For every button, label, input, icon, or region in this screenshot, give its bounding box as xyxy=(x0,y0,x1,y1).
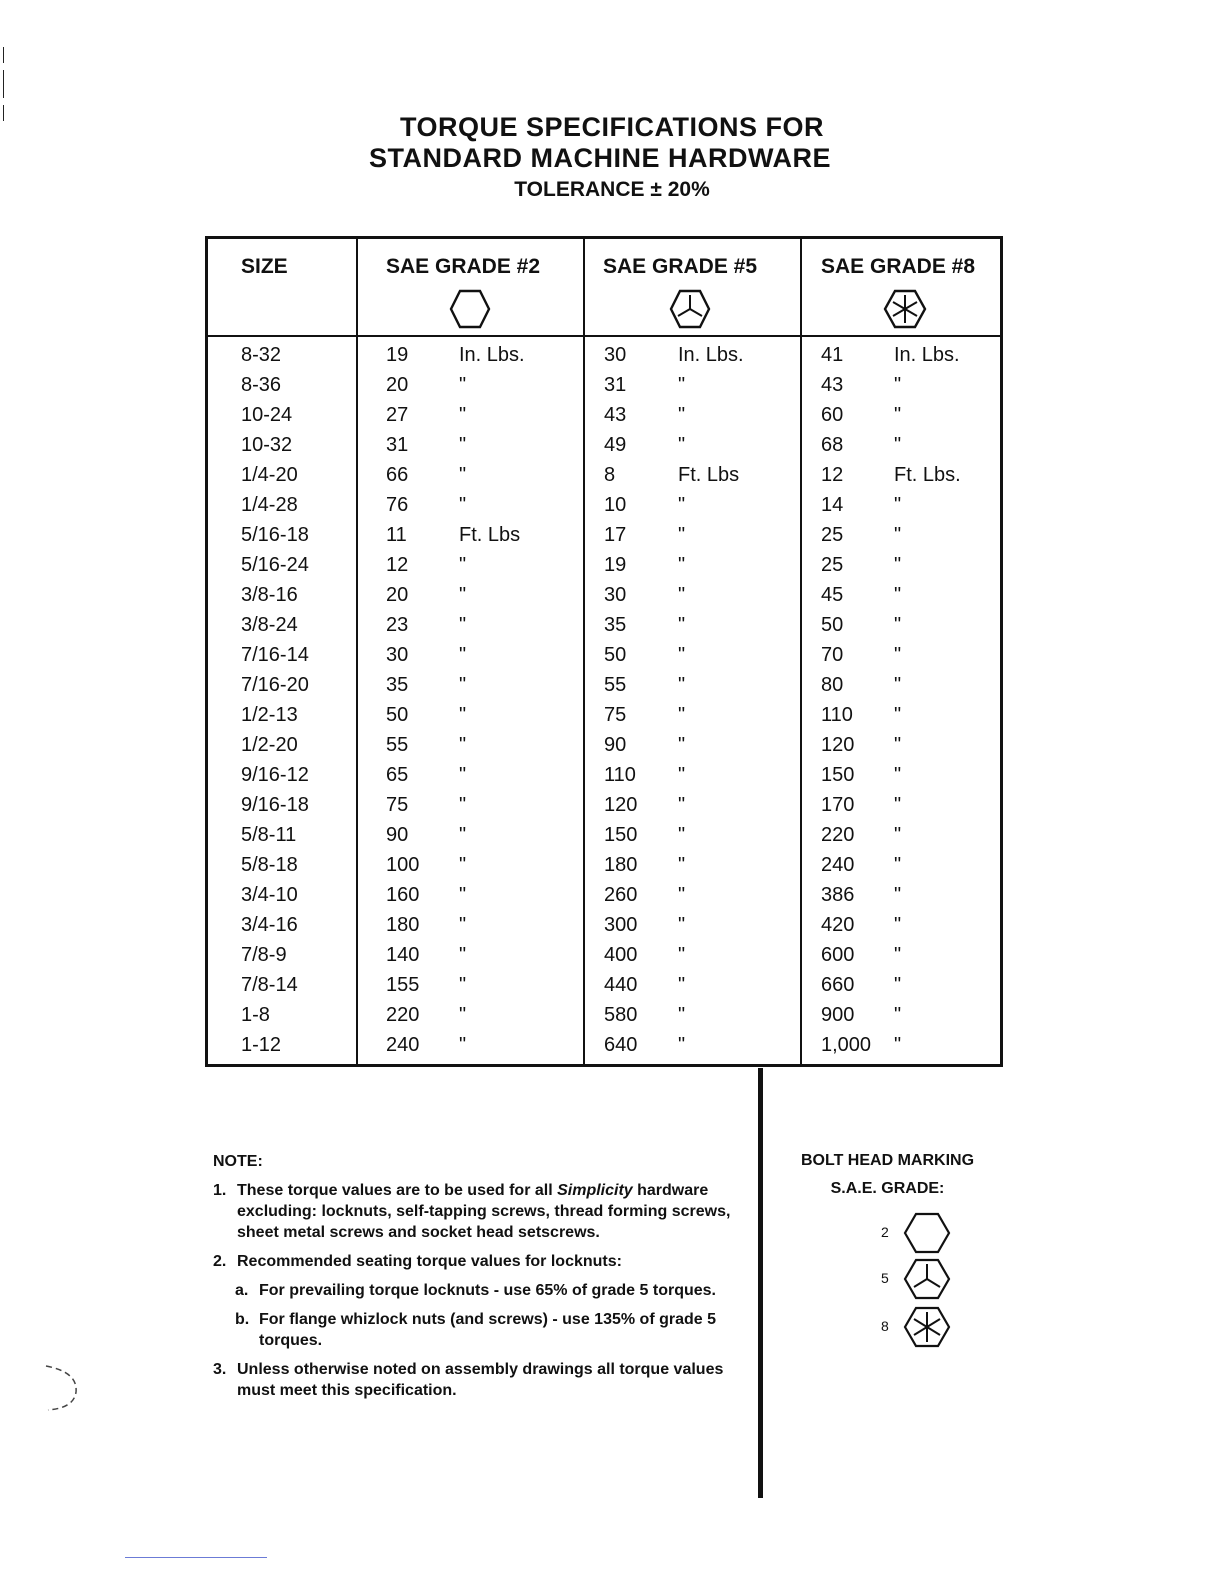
cell-grade-5-value: 260 xyxy=(604,884,638,906)
cell-size: 5/16-24 xyxy=(241,554,309,576)
cell-grade-2-value: 31 xyxy=(386,434,409,456)
cell-grade-5-unit: " xyxy=(678,494,686,516)
note-text: These torque values are to be used for all xyxy=(237,1182,558,1199)
cell-grade-5-value: 640 xyxy=(604,1034,638,1056)
cell-grade-8-value: 900 xyxy=(821,1004,855,1026)
cell-size: 9/16-12 xyxy=(241,764,309,786)
cell-grade-2-unit: " xyxy=(459,404,467,426)
cell-size: 1/4-28 xyxy=(241,494,298,516)
cell-grade-8-value: 43 xyxy=(821,374,844,396)
note-number: a. xyxy=(235,1282,249,1299)
cell-grade-8-value: 600 xyxy=(821,944,855,966)
cell-grade-8-value: 120 xyxy=(821,734,855,756)
cell-grade-8-unit: " xyxy=(894,524,902,546)
note-item-2 xyxy=(213,1251,743,1272)
cell-grade-2-unit: " xyxy=(459,554,467,576)
cell-grade-5-value: 120 xyxy=(604,794,638,816)
cell-grade-2-unit: " xyxy=(459,374,467,396)
cell-grade-8-unit: In. Lbs. xyxy=(894,344,960,366)
cell-grade-2-value: 19 xyxy=(386,344,409,366)
grade-2-hex-icon xyxy=(903,1212,951,1254)
cell-grade-8-value: 110 xyxy=(821,704,853,726)
cell-grade-2-unit: " xyxy=(459,1004,467,1026)
cell-grade-8-unit: " xyxy=(894,794,902,816)
cell-grade-2-value: 35 xyxy=(386,674,409,696)
cell-grade-2-unit: " xyxy=(459,494,467,516)
cell-grade-5-value: 49 xyxy=(604,434,627,456)
cell-grade-2-unit: " xyxy=(459,794,467,816)
tolerance-subtitle: TOLERANCE ± 20% xyxy=(514,178,710,201)
cell-grade-2-unit: In. Lbs. xyxy=(459,344,525,366)
cell-grade-8-unit: " xyxy=(894,1004,902,1026)
cell-grade-8-value: 70 xyxy=(821,644,844,666)
note-number: 2. xyxy=(213,1253,227,1270)
cell-grade-2-value: 65 xyxy=(386,764,409,786)
cell-grade-8-unit: " xyxy=(894,404,902,426)
table-row xyxy=(208,434,1000,464)
binder-hole-mark xyxy=(42,1362,82,1414)
note-item-1 xyxy=(213,1180,743,1243)
cell-grade-5-value: 50 xyxy=(604,644,627,666)
legend-grade-label: 5 xyxy=(881,1270,889,1286)
cell-grade-2-unit: " xyxy=(459,734,467,756)
table-row xyxy=(208,464,1000,494)
cell-grade-8-unit: " xyxy=(894,614,902,636)
cell-grade-5-unit: In. Lbs. xyxy=(678,344,744,366)
cell-grade-5-unit: " xyxy=(678,734,686,756)
table-row xyxy=(208,644,1000,674)
note-text: For flange whizlock nuts (and screws) - use 135% of grade 5 torques. xyxy=(259,1311,716,1349)
cell-grade-5-value: 110 xyxy=(604,764,636,786)
cell-size: 3/4-10 xyxy=(241,884,298,906)
cell-grade-8-value: 150 xyxy=(821,764,855,786)
cell-grade-5-unit: " xyxy=(678,1034,686,1056)
cell-grade-5-unit: " xyxy=(678,1004,686,1026)
cell-size: 7/16-14 xyxy=(241,644,309,666)
cell-grade-5-value: 30 xyxy=(604,344,627,366)
cell-grade-2-unit: " xyxy=(459,644,467,666)
cell-grade-5-value: 150 xyxy=(604,824,638,846)
cell-grade-5-unit: " xyxy=(678,914,686,936)
cell-grade-2-value: 180 xyxy=(386,914,420,936)
note-number: 3. xyxy=(213,1361,227,1378)
table-row xyxy=(208,374,1000,404)
cell-grade-5-value: 400 xyxy=(604,944,638,966)
table-row xyxy=(208,674,1000,704)
note-number: 1. xyxy=(213,1182,227,1199)
cell-grade-5-unit: " xyxy=(678,584,686,606)
cell-grade-5-unit: " xyxy=(678,854,686,876)
cell-grade-2-value: 90 xyxy=(386,824,409,846)
cell-size: 5/8-11 xyxy=(241,824,297,846)
cell-grade-5-unit: " xyxy=(678,374,686,396)
table-row xyxy=(208,494,1000,524)
grade-8-hex-icon xyxy=(903,1306,951,1348)
cell-grade-8-value: 12 xyxy=(821,464,844,486)
cell-grade-2-unit: " xyxy=(459,1034,467,1056)
note-item-2a xyxy=(213,1280,743,1301)
cell-grade-8-value: 660 xyxy=(821,974,855,996)
scan-edge-mark xyxy=(3,70,4,98)
cell-grade-8-unit: " xyxy=(894,914,902,936)
table-row xyxy=(208,914,1000,944)
cell-grade-5-value: 35 xyxy=(604,614,627,636)
cell-grade-2-unit: " xyxy=(459,974,467,996)
cell-grade-8-unit: " xyxy=(894,584,902,606)
header-divider xyxy=(208,335,1000,337)
cell-size: 5/8-18 xyxy=(241,854,298,876)
brand-name: Simplicity xyxy=(557,1182,633,1199)
cell-grade-2-value: 76 xyxy=(386,494,409,516)
cell-grade-5-unit: " xyxy=(678,974,686,996)
header-grade-5: SAE GRADE #5 xyxy=(603,255,758,278)
cell-grade-5-value: 580 xyxy=(604,1004,638,1026)
cell-grade-8-value: 170 xyxy=(821,794,855,816)
table-row xyxy=(208,734,1000,764)
cell-grade-8-value: 386 xyxy=(821,884,855,906)
table-row xyxy=(208,614,1000,644)
legend-grade-label: 8 xyxy=(881,1318,889,1334)
legend-subheading: S.A.E. GRADE: xyxy=(830,1180,945,1197)
cell-grade-5-unit: " xyxy=(678,674,686,696)
cell-grade-2-value: 220 xyxy=(386,1004,420,1026)
table-row xyxy=(208,1034,1000,1064)
bottom-edge-line xyxy=(125,1557,267,1558)
cell-grade-5-value: 8 xyxy=(604,464,616,486)
grade-5-hex-icon xyxy=(669,289,711,329)
grade-8-hex-icon xyxy=(883,289,927,329)
cell-grade-8-unit: " xyxy=(894,764,902,786)
cell-grade-5-value: 10 xyxy=(604,494,627,516)
cell-size: 3/8-16 xyxy=(241,584,298,606)
header-grade-8: SAE GRADE #8 xyxy=(821,255,976,278)
cell-grade-2-unit: " xyxy=(459,854,467,876)
notes-heading: NOTE: xyxy=(213,1153,263,1170)
table-row xyxy=(208,764,1000,794)
cell-grade-5-unit: " xyxy=(678,554,686,576)
cell-size: 1-8 xyxy=(241,1004,270,1026)
cell-grade-2-value: 50 xyxy=(386,704,409,726)
cell-grade-8-value: 240 xyxy=(821,854,855,876)
cell-grade-8-unit: " xyxy=(894,644,902,666)
cell-grade-8-unit: " xyxy=(894,434,902,456)
cell-size: 7/16-20 xyxy=(241,674,309,696)
cell-size: 1/4-20 xyxy=(241,464,298,486)
cell-grade-2-unit: " xyxy=(459,944,467,966)
note-number: b. xyxy=(235,1311,250,1328)
table-row xyxy=(208,704,1000,734)
bolt-head-marking-legend xyxy=(770,1152,1005,1198)
cell-size: 8-32 xyxy=(241,344,282,366)
cell-grade-5-value: 55 xyxy=(604,674,627,696)
cell-grade-8-value: 68 xyxy=(821,434,844,456)
cell-grade-5-unit: " xyxy=(678,524,686,546)
cell-grade-2-value: 30 xyxy=(386,644,409,666)
cell-grade-2-value: 27 xyxy=(386,404,409,426)
cell-grade-8-unit: " xyxy=(894,374,902,396)
cell-grade-2-value: 23 xyxy=(386,614,409,636)
notes-section xyxy=(213,1151,743,1409)
cell-size: 10-24 xyxy=(241,404,293,426)
cell-grade-2-value: 75 xyxy=(386,794,409,816)
cell-grade-5-value: 31 xyxy=(604,374,627,396)
torque-table xyxy=(205,236,1003,1067)
cell-grade-8-value: 50 xyxy=(821,614,844,636)
cell-grade-5-unit: " xyxy=(678,794,686,816)
cell-grade-2-unit: " xyxy=(459,824,467,846)
cell-grade-5-value: 43 xyxy=(604,404,627,426)
cell-grade-5-unit: Ft. Lbs xyxy=(678,464,740,486)
section-divider xyxy=(758,1068,763,1498)
cell-grade-2-value: 55 xyxy=(386,734,409,756)
cell-grade-5-unit: " xyxy=(678,404,686,426)
cell-size: 10-32 xyxy=(241,434,293,456)
cell-grade-5-value: 90 xyxy=(604,734,627,756)
cell-grade-5-unit: " xyxy=(678,764,686,786)
cell-size: 3/4-16 xyxy=(241,914,298,936)
table-row xyxy=(208,1004,1000,1034)
cell-grade-8-unit: " xyxy=(894,884,902,906)
table-row xyxy=(208,884,1000,914)
header-grade-2: SAE GRADE #2 xyxy=(386,255,541,278)
cell-grade-8-value: 220 xyxy=(821,824,855,846)
cell-size: 1-12 xyxy=(241,1034,282,1056)
cell-grade-8-unit: " xyxy=(894,704,902,726)
cell-grade-2-value: 20 xyxy=(386,584,409,606)
note-item-2b xyxy=(213,1309,743,1351)
cell-grade-8-value: 1,000 xyxy=(821,1034,872,1056)
legend-heading: BOLT HEAD MARKING xyxy=(800,1152,975,1169)
cell-grade-2-unit: " xyxy=(459,674,467,696)
cell-grade-8-value: 25 xyxy=(821,554,844,576)
page-title-line-2: STANDARD MACHINE HARDWARE xyxy=(369,143,831,173)
cell-grade-2-value: 140 xyxy=(386,944,420,966)
cell-grade-8-value: 41 xyxy=(821,344,844,366)
note-text: Unless otherwise noted on assembly drawings all torque values must meet this specification. xyxy=(237,1361,724,1399)
table-row xyxy=(208,944,1000,974)
note-text: hardware excluding: locknuts, self-tapping screws, thread forming screws, sheet metal screws and socket head setscrews. xyxy=(237,1182,731,1241)
cell-grade-5-value: 30 xyxy=(604,584,627,606)
cell-grade-2-unit: " xyxy=(459,764,467,786)
cell-grade-8-value: 420 xyxy=(821,914,855,936)
cell-size: 1/2-20 xyxy=(241,734,298,756)
cell-grade-8-value: 45 xyxy=(821,584,844,606)
legend-grade-label: 2 xyxy=(881,1224,889,1240)
cell-grade-5-value: 17 xyxy=(604,524,627,546)
table-row xyxy=(208,794,1000,824)
cell-grade-8-unit: " xyxy=(894,974,902,996)
cell-grade-2-unit: " xyxy=(459,464,467,486)
cell-grade-5-value: 300 xyxy=(604,914,638,936)
cell-grade-2-unit: " xyxy=(459,914,467,936)
cell-grade-2-unit: " xyxy=(459,614,467,636)
cell-size: 9/16-18 xyxy=(241,794,309,816)
cell-grade-8-unit: " xyxy=(894,824,902,846)
cell-grade-8-unit: " xyxy=(894,674,902,696)
cell-grade-5-value: 19 xyxy=(604,554,627,576)
cell-size: 7/8-14 xyxy=(241,974,298,996)
cell-grade-2-unit: " xyxy=(459,704,467,726)
cell-grade-5-value: 75 xyxy=(604,704,627,726)
cell-grade-8-unit: " xyxy=(894,1034,902,1056)
cell-grade-2-value: 240 xyxy=(386,1034,420,1056)
cell-grade-5-unit: " xyxy=(678,614,686,636)
cell-size: 7/8-9 xyxy=(241,944,287,966)
table-row xyxy=(208,404,1000,434)
cell-grade-8-unit: " xyxy=(894,854,902,876)
cell-grade-8-value: 80 xyxy=(821,674,844,696)
note-item-3 xyxy=(213,1359,743,1401)
cell-grade-8-unit: " xyxy=(894,554,902,576)
cell-grade-5-unit: " xyxy=(678,884,686,906)
table-row xyxy=(208,344,1000,374)
table-row xyxy=(208,554,1000,584)
cell-grade-8-unit: " xyxy=(894,494,902,516)
header-size: SIZE xyxy=(241,255,288,278)
cell-grade-5-unit: " xyxy=(678,434,686,456)
cell-grade-5-unit: " xyxy=(678,704,686,726)
cell-grade-2-value: 11 xyxy=(386,524,407,546)
scan-edge-mark xyxy=(3,47,4,63)
table-row xyxy=(208,524,1000,554)
cell-grade-8-value: 60 xyxy=(821,404,844,426)
page-title-line-1: TORQUE SPECIFICATIONS FOR xyxy=(399,112,825,142)
table-row xyxy=(208,584,1000,614)
cell-size: 8-36 xyxy=(241,374,282,396)
cell-grade-8-value: 25 xyxy=(821,524,844,546)
cell-size: 3/8-24 xyxy=(241,614,298,636)
cell-grade-2-unit: " xyxy=(459,434,467,456)
cell-grade-2-value: 160 xyxy=(386,884,420,906)
cell-grade-2-value: 66 xyxy=(386,464,409,486)
cell-grade-2-unit: Ft. Lbs xyxy=(459,524,521,546)
cell-grade-8-unit: " xyxy=(894,734,902,756)
cell-grade-5-value: 440 xyxy=(604,974,638,996)
cell-grade-8-unit: " xyxy=(894,944,902,966)
note-text: For prevailing torque locknuts - use 65% of grade 5 torques. xyxy=(259,1282,716,1299)
cell-grade-2-unit: " xyxy=(459,584,467,606)
grade-5-hex-icon xyxy=(903,1258,951,1300)
cell-grade-2-unit: " xyxy=(459,884,467,906)
cell-grade-8-unit: Ft. Lbs. xyxy=(894,464,961,486)
cell-grade-2-value: 12 xyxy=(386,554,409,576)
cell-grade-2-value: 155 xyxy=(386,974,420,996)
cell-grade-2-value: 100 xyxy=(386,854,420,876)
cell-grade-5-unit: " xyxy=(678,644,686,666)
note-text: Recommended seating torque values for locknuts: xyxy=(237,1253,622,1270)
cell-size: 5/16-18 xyxy=(241,524,309,546)
table-row xyxy=(208,974,1000,1004)
cell-grade-5-unit: " xyxy=(678,824,686,846)
cell-grade-2-value: 20 xyxy=(386,374,409,396)
grade-2-hex-icon xyxy=(449,289,491,329)
cell-size: 1/2-13 xyxy=(241,704,298,726)
table-row xyxy=(208,854,1000,884)
cell-grade-8-value: 14 xyxy=(821,494,844,516)
cell-grade-5-value: 180 xyxy=(604,854,638,876)
cell-grade-5-unit: " xyxy=(678,944,686,966)
table-row xyxy=(208,824,1000,854)
